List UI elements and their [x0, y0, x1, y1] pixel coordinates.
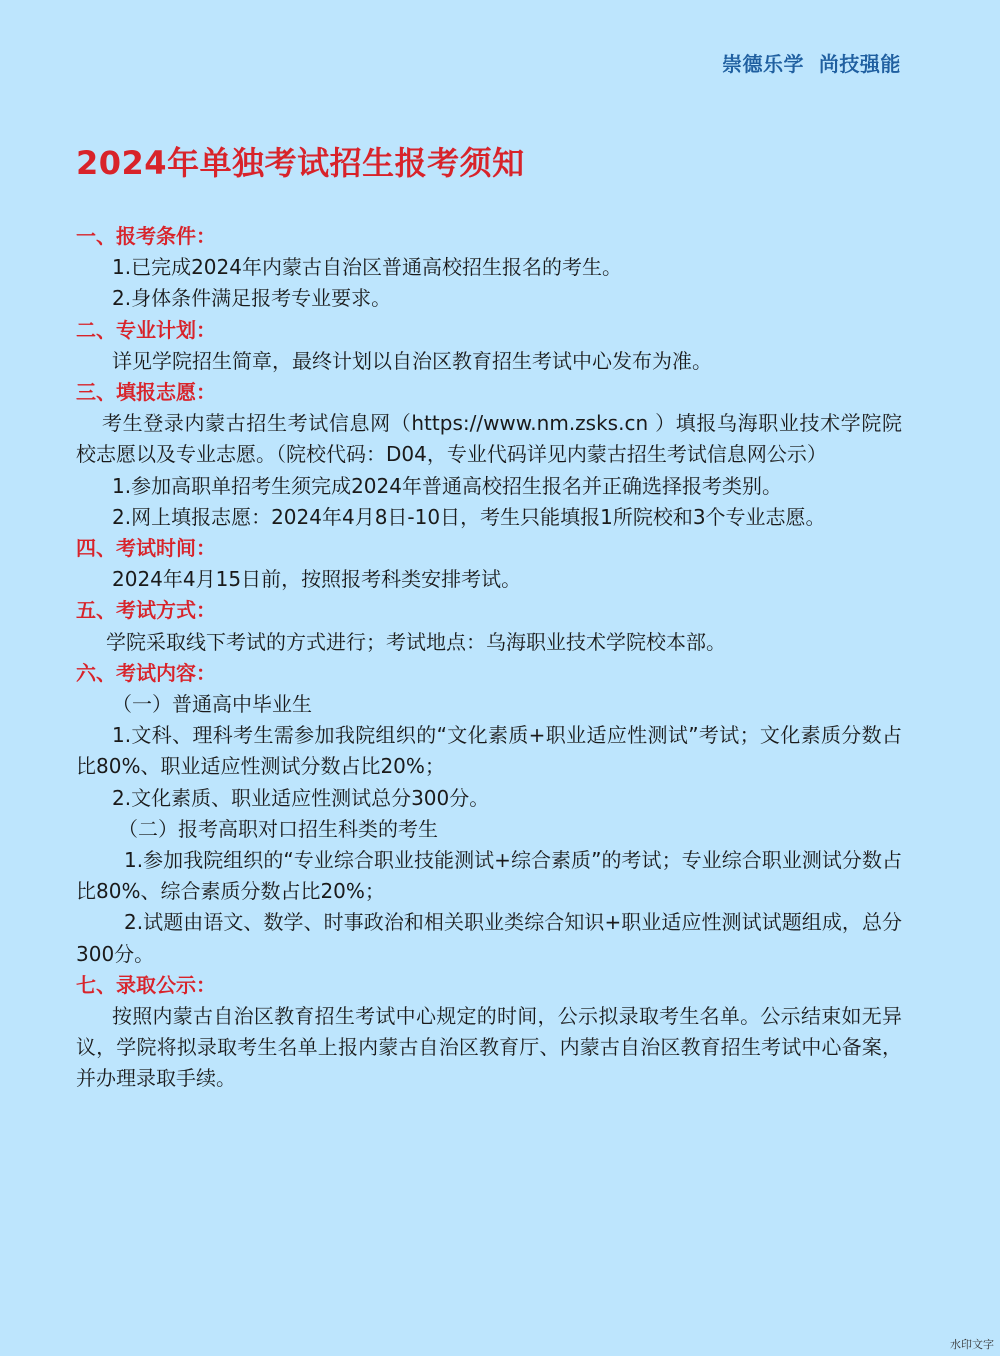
section-heading: 七、录取公示： — [76, 972, 216, 997]
section-exam-method — [76, 595, 902, 657]
school-motto: 崇德乐学 尚技强能 — [722, 52, 901, 76]
section-heading: 三、填报志愿： — [76, 380, 216, 405]
paragraph: 2.试题由语文、数学、时事政治和相关职业类综合知识+职业适应性测试试题组成，总分300分。 — [76, 910, 902, 966]
paragraph: 按照内蒙古自治区教育招生考试中心规定的时间，公示拟录取考生名单。公示结束如无异议，学院将拟录取考生名单上报内蒙古自治区教育厅、内蒙古自治区教育招生考试中心备案，并办理录取手续。 — [76, 1004, 902, 1091]
section-heading: 一、报考条件： — [76, 224, 216, 248]
paragraph: 1.参加高职单招考生须完成2024年普通高校招生报名并正确选择报考类别。 — [112, 473, 782, 498]
subheading: （一）普通高中毕业生 — [112, 692, 312, 717]
paragraph: 2.文化素质、职业适应性测试总分300分。 — [112, 785, 490, 810]
paragraph: 详见学院招生简章，最终计划以自治区教育招生考试中心发布为准。 — [112, 348, 712, 373]
paragraph: 1.已完成2024年内蒙古自治区普通高校招生报名的考生。 — [112, 255, 622, 280]
paragraph: 2024年4月15日前，按照报考科类安排考试。 — [112, 567, 522, 592]
section-heading: 四、考试时间： — [76, 536, 216, 561]
subheading: （二）报考高职对口招生科类的考生 — [118, 816, 438, 841]
section-heading: 六、考试内容： — [76, 660, 216, 685]
paragraph: 学院采取线下考试的方式进行；考试地点：乌海职业技术学院校本部。 — [106, 629, 726, 654]
paragraph: 2.网上填报志愿：2024年4月8日-10日，考生只能填报1所院校和3个专业志愿。 — [112, 504, 826, 529]
section-exam-content — [76, 658, 902, 970]
paragraph: 2.身体条件满足报考专业要求。 — [112, 286, 392, 311]
paragraph: 1.参加我院组织的“专业综合职业技能测试+综合素质”的考试；专业综合职业测试分数占比80%、综合素质分数占比20%； — [76, 848, 902, 904]
section-exam-time — [76, 533, 902, 595]
page-title: 2024年单独考试招生报考须知 — [76, 144, 525, 182]
section-admission — [76, 970, 902, 1095]
section-application — [76, 377, 902, 533]
paragraph: 考生登录内蒙古招生考试信息网（https://www.nm.zsks.cn ）填报乌海职业技术学院院校志愿以及专业志愿。（院校代码：D04，专业代码详见内蒙古招生考试信息网公示） — [76, 411, 902, 467]
section-plan — [76, 315, 902, 377]
section-heading: 二、专业计划： — [76, 317, 216, 342]
section-eligibility — [76, 221, 902, 315]
section-heading: 五、考试方式： — [76, 598, 216, 623]
paragraph: 1.文科、理科考生需参加我院组织的“文化素质+职业适应性测试”考试；文化素质分数占比80%、职业适应性测试分数占比20%； — [76, 723, 902, 779]
notice-body — [76, 221, 902, 1095]
watermark-text: 水印文字 — [950, 1338, 994, 1351]
